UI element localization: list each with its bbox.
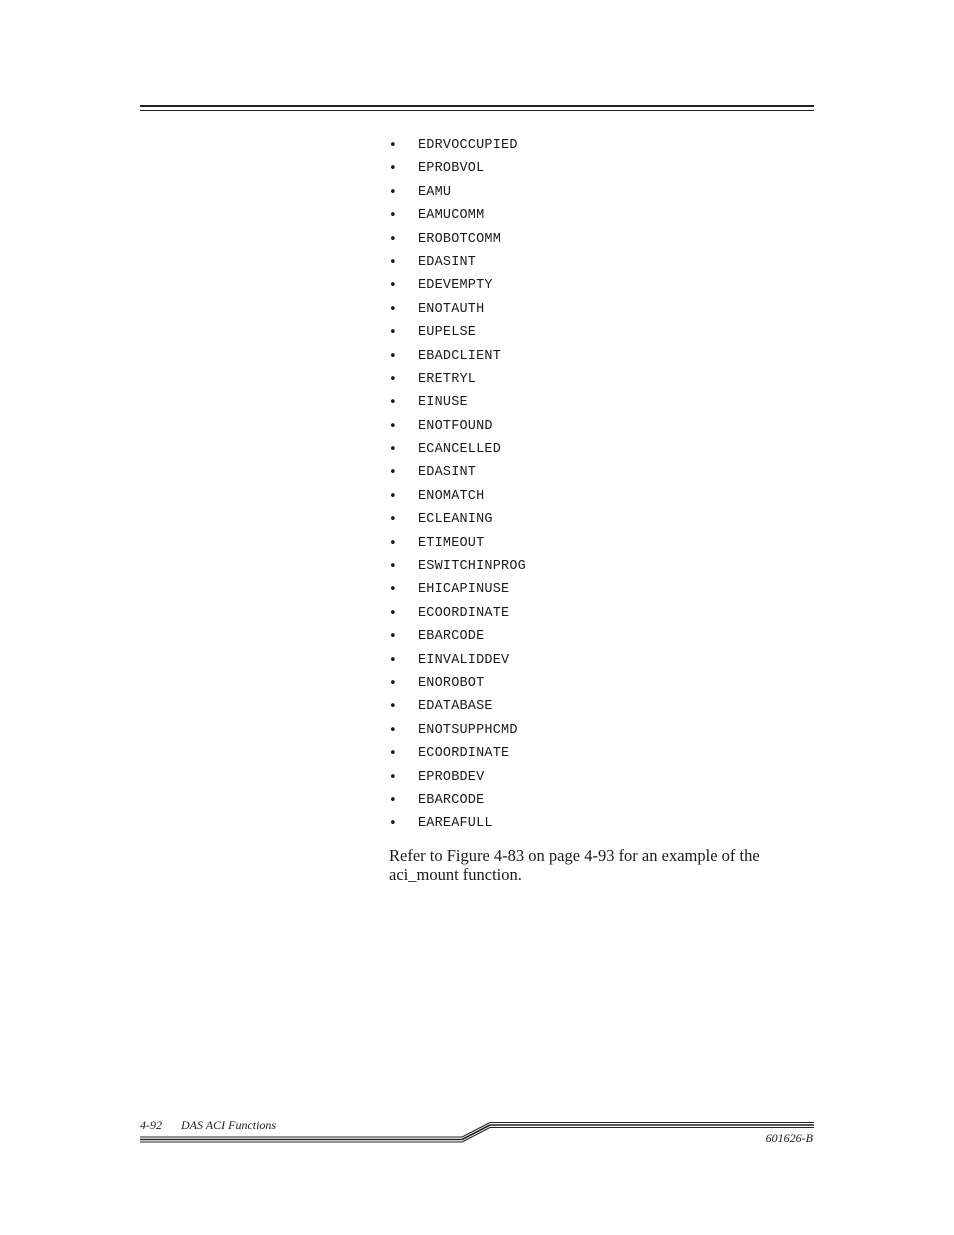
error-code: ECOORDINATE (418, 746, 510, 762)
error-code: EDEVEMPTY (418, 278, 493, 294)
list-item (389, 743, 819, 766)
list-item (389, 533, 819, 556)
error-code: EPROBDEV (418, 769, 485, 785)
list-item (389, 135, 819, 158)
error-code: EDATABASE (418, 699, 493, 715)
bullet-icon: • (389, 325, 397, 341)
error-code: ENOMATCH (418, 488, 485, 504)
bullet-icon: • (389, 442, 397, 458)
section-title: DAS ACI Functions (181, 1118, 277, 1132)
error-code: EDRVOCCUPIED (418, 138, 518, 153)
bullet-icon: • (389, 792, 397, 808)
error-code: EUPELSE (418, 325, 477, 341)
list-item (389, 158, 819, 181)
list-item (389, 720, 819, 743)
bullet-icon: • (389, 465, 397, 481)
bullet-icon: • (389, 208, 397, 224)
list-item (389, 322, 819, 345)
body-paragraph: Refer to Figure 4-83 on page 4-93 for an example of the aci_mount function. (389, 845, 760, 884)
list-item (389, 696, 819, 719)
bullet-icon: • (389, 278, 397, 294)
bullet-icon: • (389, 559, 397, 575)
list-item (389, 369, 819, 392)
bullet-icon: • (389, 512, 397, 528)
error-code: ENOTSUPPHCMD (418, 722, 518, 738)
error-code: EPROBVOL (418, 161, 485, 177)
list-item (389, 392, 819, 415)
list-item (389, 275, 819, 298)
bullet-icon: • (389, 605, 397, 621)
list-item (389, 299, 819, 322)
main-content (389, 135, 819, 884)
list-item (389, 556, 819, 579)
list-item (389, 346, 819, 369)
error-code: EAMUCOMM (418, 208, 485, 224)
bullet-icon: • (389, 582, 397, 598)
error-code: EINVALIDDEV (418, 652, 510, 668)
list-item (389, 462, 819, 485)
list-item (389, 252, 819, 275)
error-code: EDASINT (418, 254, 477, 270)
bullet-icon: • (389, 629, 397, 645)
list-item (389, 439, 819, 462)
bullet-icon: • (389, 652, 397, 668)
bullet-icon: • (389, 254, 397, 270)
bullet-icon: • (389, 699, 397, 715)
error-code: EBADCLIENT (418, 348, 502, 364)
error-code: EAREAFULL (418, 816, 493, 832)
list-item (389, 673, 819, 696)
error-code: ESWITCHINPROG (418, 559, 526, 575)
bullet-icon: • (389, 535, 397, 551)
bullet-icon: • (389, 301, 397, 317)
error-code: EBARCODE (418, 792, 485, 808)
list-item (389, 205, 819, 228)
list-item (389, 416, 819, 439)
list-item (389, 603, 819, 626)
list-item (389, 626, 819, 649)
error-code: ERETRYL (418, 371, 477, 387)
list-item (389, 486, 819, 509)
error-code: EHICAPINUSE (418, 582, 510, 598)
page-number: 4-92 (140, 1118, 162, 1132)
header-rule (140, 105, 814, 111)
list-item (389, 229, 819, 252)
error-code: ECOORDINATE (418, 605, 510, 621)
error-code: ENOTFOUND (418, 418, 493, 434)
error-code: ECANCELLED (418, 442, 502, 458)
error-code: EDASINT (418, 465, 477, 481)
error-code: EBARCODE (418, 629, 485, 645)
list-item (389, 650, 819, 673)
error-code: ENOROBOT (418, 675, 485, 691)
list-item (389, 509, 819, 532)
bullet-icon: • (389, 488, 397, 504)
bullet-icon: • (389, 348, 397, 364)
bullet-icon: • (389, 418, 397, 434)
list-item (389, 579, 819, 602)
list-item (389, 790, 819, 813)
bullet-icon: • (389, 769, 397, 785)
list-item (389, 813, 819, 836)
error-code: ETIMEOUT (418, 535, 485, 551)
bullet-icon: • (389, 746, 397, 762)
error-code: ENOTAUTH (418, 301, 485, 317)
bullet-icon: • (389, 138, 397, 153)
bullet-icon: • (389, 395, 397, 411)
list-item (389, 182, 819, 205)
doc-number: 601626-B (765, 1131, 813, 1145)
bullet-icon: • (389, 231, 397, 247)
bullet-icon: • (389, 161, 397, 177)
error-code: EROBOTCOMM (418, 231, 502, 247)
list-item (389, 767, 819, 790)
bullet-icon: • (389, 722, 397, 738)
error-code: EAMU (418, 184, 452, 200)
bullet-icon: • (389, 184, 397, 200)
error-code: ECLEANING (418, 512, 493, 528)
error-code: EINUSE (418, 395, 468, 411)
footer-rule-graphic (140, 1121, 814, 1147)
error-code-list (389, 135, 819, 837)
bullet-icon: • (389, 675, 397, 691)
bullet-icon: • (389, 816, 397, 832)
bullet-icon: • (389, 371, 397, 387)
